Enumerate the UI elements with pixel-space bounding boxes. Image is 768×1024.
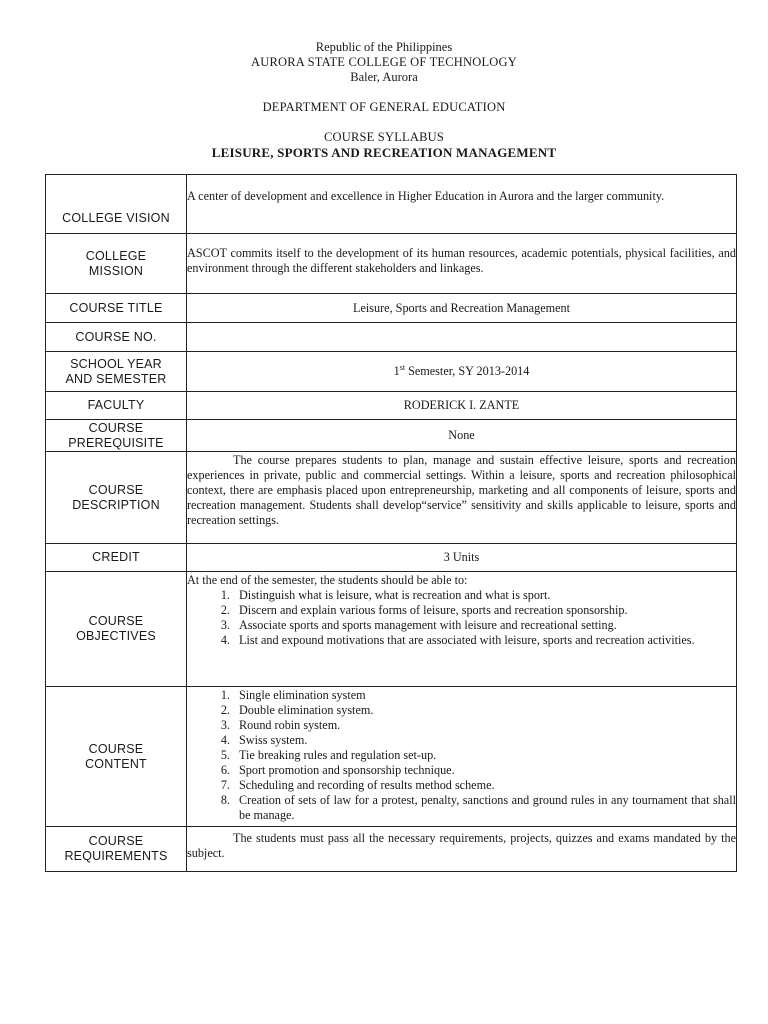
label-school-year: SCHOOL YEAR AND SEMESTER	[46, 352, 187, 392]
value-credit: 3 Units	[187, 544, 737, 572]
list-item: 3. Associate sports and sports management with leisure and recreational setting.	[233, 618, 736, 633]
label-requirements: COURSE REQUIREMENTS	[46, 827, 187, 872]
list-item: 7. Scheduling and recording of results method scheme.	[233, 778, 736, 793]
value-school-year: 1st Semester, SY 2013-2014	[187, 352, 737, 392]
department-line	[0, 100, 768, 115]
row-school-year	[46, 352, 737, 392]
value-college-vision: A center of development and excellence in Higher Education in Aurora and the larger community.	[187, 175, 737, 234]
doc-type: COURSE SYLLABUS	[323, 130, 445, 144]
value-description: The course prepares students to plan, manage and sustain effective leisure, sports and recreation experiences in private, public and commercial settings. Within a leisure, sports and recreation philosophical context, there are emphasis placed upon entrepreneurship, marketing and all components of leisure, sports and recreation management. Students shall develop“service” sensitivity and skills applicable to leisure, sports and recreation settings.	[187, 452, 737, 544]
label-description: COURSE DESCRIPTION	[46, 452, 187, 544]
label-credit: CREDIT	[46, 544, 187, 572]
value-course-title: Leisure, Sports and Recreation Management	[187, 294, 737, 323]
label-college-mission: COLLEGE MISSION	[46, 234, 187, 294]
value-requirements: The students must pass all the necessary requirements, projects, quizzes and exams mandated by the subject.	[187, 827, 737, 872]
value-course-no	[187, 323, 737, 352]
row-college-mission	[46, 234, 737, 294]
list-item: 8. Creation of sets of law for a protest, penalty, sanctions and ground rules in any tournament that shall be manage.	[233, 793, 736, 823]
list-item: 4. Swiss system.	[233, 733, 736, 748]
list-item: 1. Single elimination system	[233, 688, 736, 703]
row-course-no	[46, 323, 737, 352]
label-objectives: COURSE OBJECTIVES	[46, 572, 187, 687]
objectives-list	[187, 588, 736, 648]
value-faculty: RODERICK I. ZANTE	[187, 392, 737, 420]
label-course-title: COURSE TITLE	[46, 294, 187, 323]
row-credit	[46, 544, 737, 572]
label-college-vision: COLLEGE VISION	[46, 175, 187, 234]
row-faculty	[46, 392, 737, 420]
list-item: 2. Double elimination system.	[233, 703, 736, 718]
label-faculty: FACULTY	[46, 392, 187, 420]
document-header	[0, 40, 768, 85]
list-item: 2. Discern and explain various forms of leisure, sports and recreation sponsorship.	[233, 603, 736, 618]
syllabus-heading	[0, 130, 768, 160]
row-college-vision	[46, 175, 737, 234]
label-content: COURSE CONTENT	[46, 687, 187, 827]
list-item: 6. Sport promotion and sponsorship technique.	[233, 763, 736, 778]
department-name: DEPARTMENT OF GENERAL EDUCATION	[262, 100, 506, 114]
row-course-title	[46, 294, 737, 323]
value-college-mission: ASCOT commits itself to the development of its human resources, academic potentials, physical facilities, and environment through the different stakeholders and linkages.	[187, 234, 737, 294]
list-item: 3. Round robin system.	[233, 718, 736, 733]
content-list	[187, 688, 736, 823]
value-content	[187, 687, 737, 827]
college-location: Baler, Aurora	[350, 70, 418, 84]
list-item: 4. List and expound motivations that are associated with leisure, sports and recreation activities.	[233, 633, 736, 648]
row-content	[46, 687, 737, 827]
value-prerequisite: None	[187, 420, 737, 452]
row-objectives	[46, 572, 737, 687]
row-description	[46, 452, 737, 544]
row-prerequisite	[46, 420, 737, 452]
value-objectives	[187, 572, 737, 687]
list-item: 1. Distinguish what is leisure, what is recreation and what is sport.	[233, 588, 736, 603]
college-name: AURORA STATE COLLEGE OF TECHNOLOGY	[251, 55, 517, 69]
course-name-heading: LEISURE, SPORTS AND RECREATION MANAGEMENT	[211, 145, 557, 160]
objectives-intro: At the end of the semester, the students should be able to:	[187, 573, 468, 587]
label-prerequisite: COURSE PREREQUISITE	[46, 420, 187, 452]
republic-line: Republic of the Philippines	[315, 40, 453, 54]
syllabus-table	[45, 174, 737, 872]
list-item: 5. Tie breaking rules and regulation set-up.	[233, 748, 736, 763]
label-course-no: COURSE NO.	[46, 323, 187, 352]
row-requirements	[46, 827, 737, 872]
